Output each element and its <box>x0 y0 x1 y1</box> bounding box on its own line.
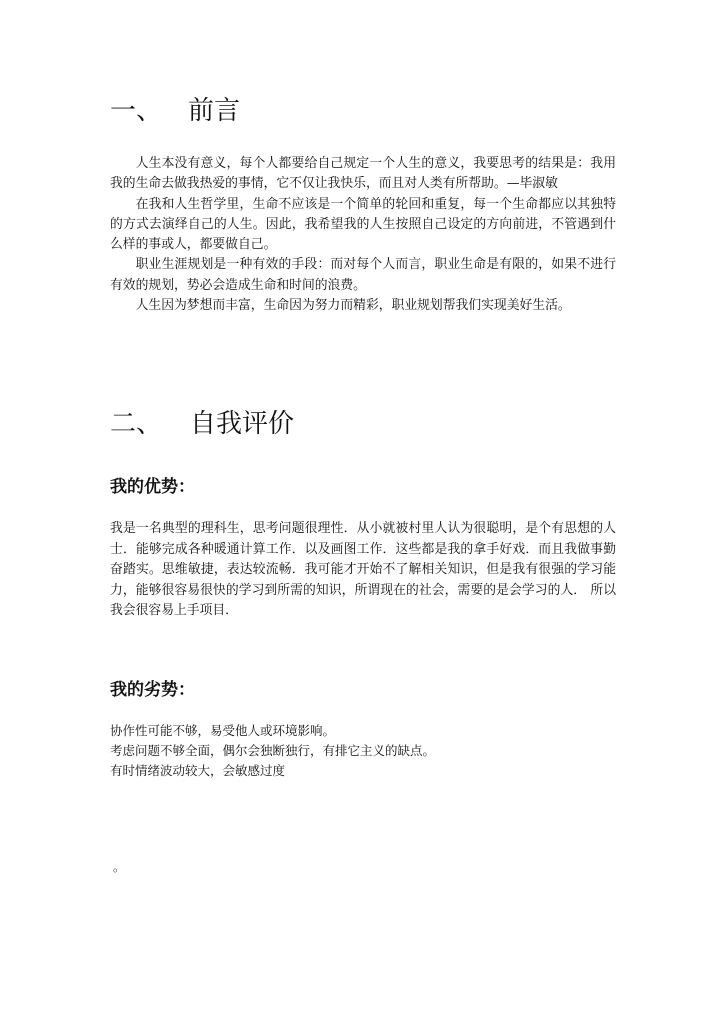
section-number: 二、 <box>110 409 163 439</box>
section-heading-self-evaluation <box>110 409 294 439</box>
preface-paragraph: 职业生涯规划是一种有效的手段：而对每个人而言，职业生命是有限的，如果不进行有效的规划，势必会造成生命和时间的浪费。 <box>110 257 616 293</box>
strengths-heading: 我的优势： <box>110 477 195 497</box>
preface-paragraph: 人生本没有意义，每个人都要给自己规定一个人生的意义，我要思考的结果是：我用我的生命去做我热爱的事情，它不仅让我快乐，而且对人类有所帮助。—毕淑敏 <box>110 156 616 192</box>
weakness-item: 有时情绪波动较大，会敏感过度 <box>110 763 286 778</box>
section-title: 前言 <box>188 96 241 126</box>
weakness-item: 协作性可能不够，易受他人或环境影响。 <box>110 723 336 738</box>
section-title: 自我评价 <box>190 409 295 439</box>
strengths-body <box>110 519 616 622</box>
weaknesses-heading: 我的劣势： <box>110 680 195 700</box>
preface-body <box>110 154 616 316</box>
strengths-paragraph: 我是一名典型的理科生，思考问题很理性．从小就被村里人认为很聪明，是个有思想的人士．能够完成各种暖通计算工作．以及画图工作．这些都是我的拿手好戏．而且我做事勤奋踏实。思维敏捷，表达较流畅．我可能才开始不了解相关知识，但是我有很强的学习能力，能够很容易很快的学习到所需的知识，所谓现在的社会，需要的是会学习的人． 所以我会很容易上手项目． <box>110 521 616 618</box>
stray-mark: 。 <box>113 860 126 874</box>
weaknesses-list <box>110 721 616 781</box>
section-heading-preface <box>110 96 240 126</box>
preface-paragraph: 人生因为梦想而丰富，生命因为努力而精彩，职业规划帮我们实现美好生活。 <box>135 298 571 314</box>
preface-paragraph: 在我和人生哲学里，生命不应该是一个简单的轮回和重复，每一个生命都应以其独特的方式去演绎自己的人生。因此，我希望我的人生按照自己设定的方向前进，不管遇到什么样的事或人，都要做自己。 <box>110 196 616 253</box>
section-number: 一、 <box>110 96 163 126</box>
weakness-item: 考虑问题不够全面，偶尔会独断独行，有排它主义的缺点。 <box>110 743 436 758</box>
